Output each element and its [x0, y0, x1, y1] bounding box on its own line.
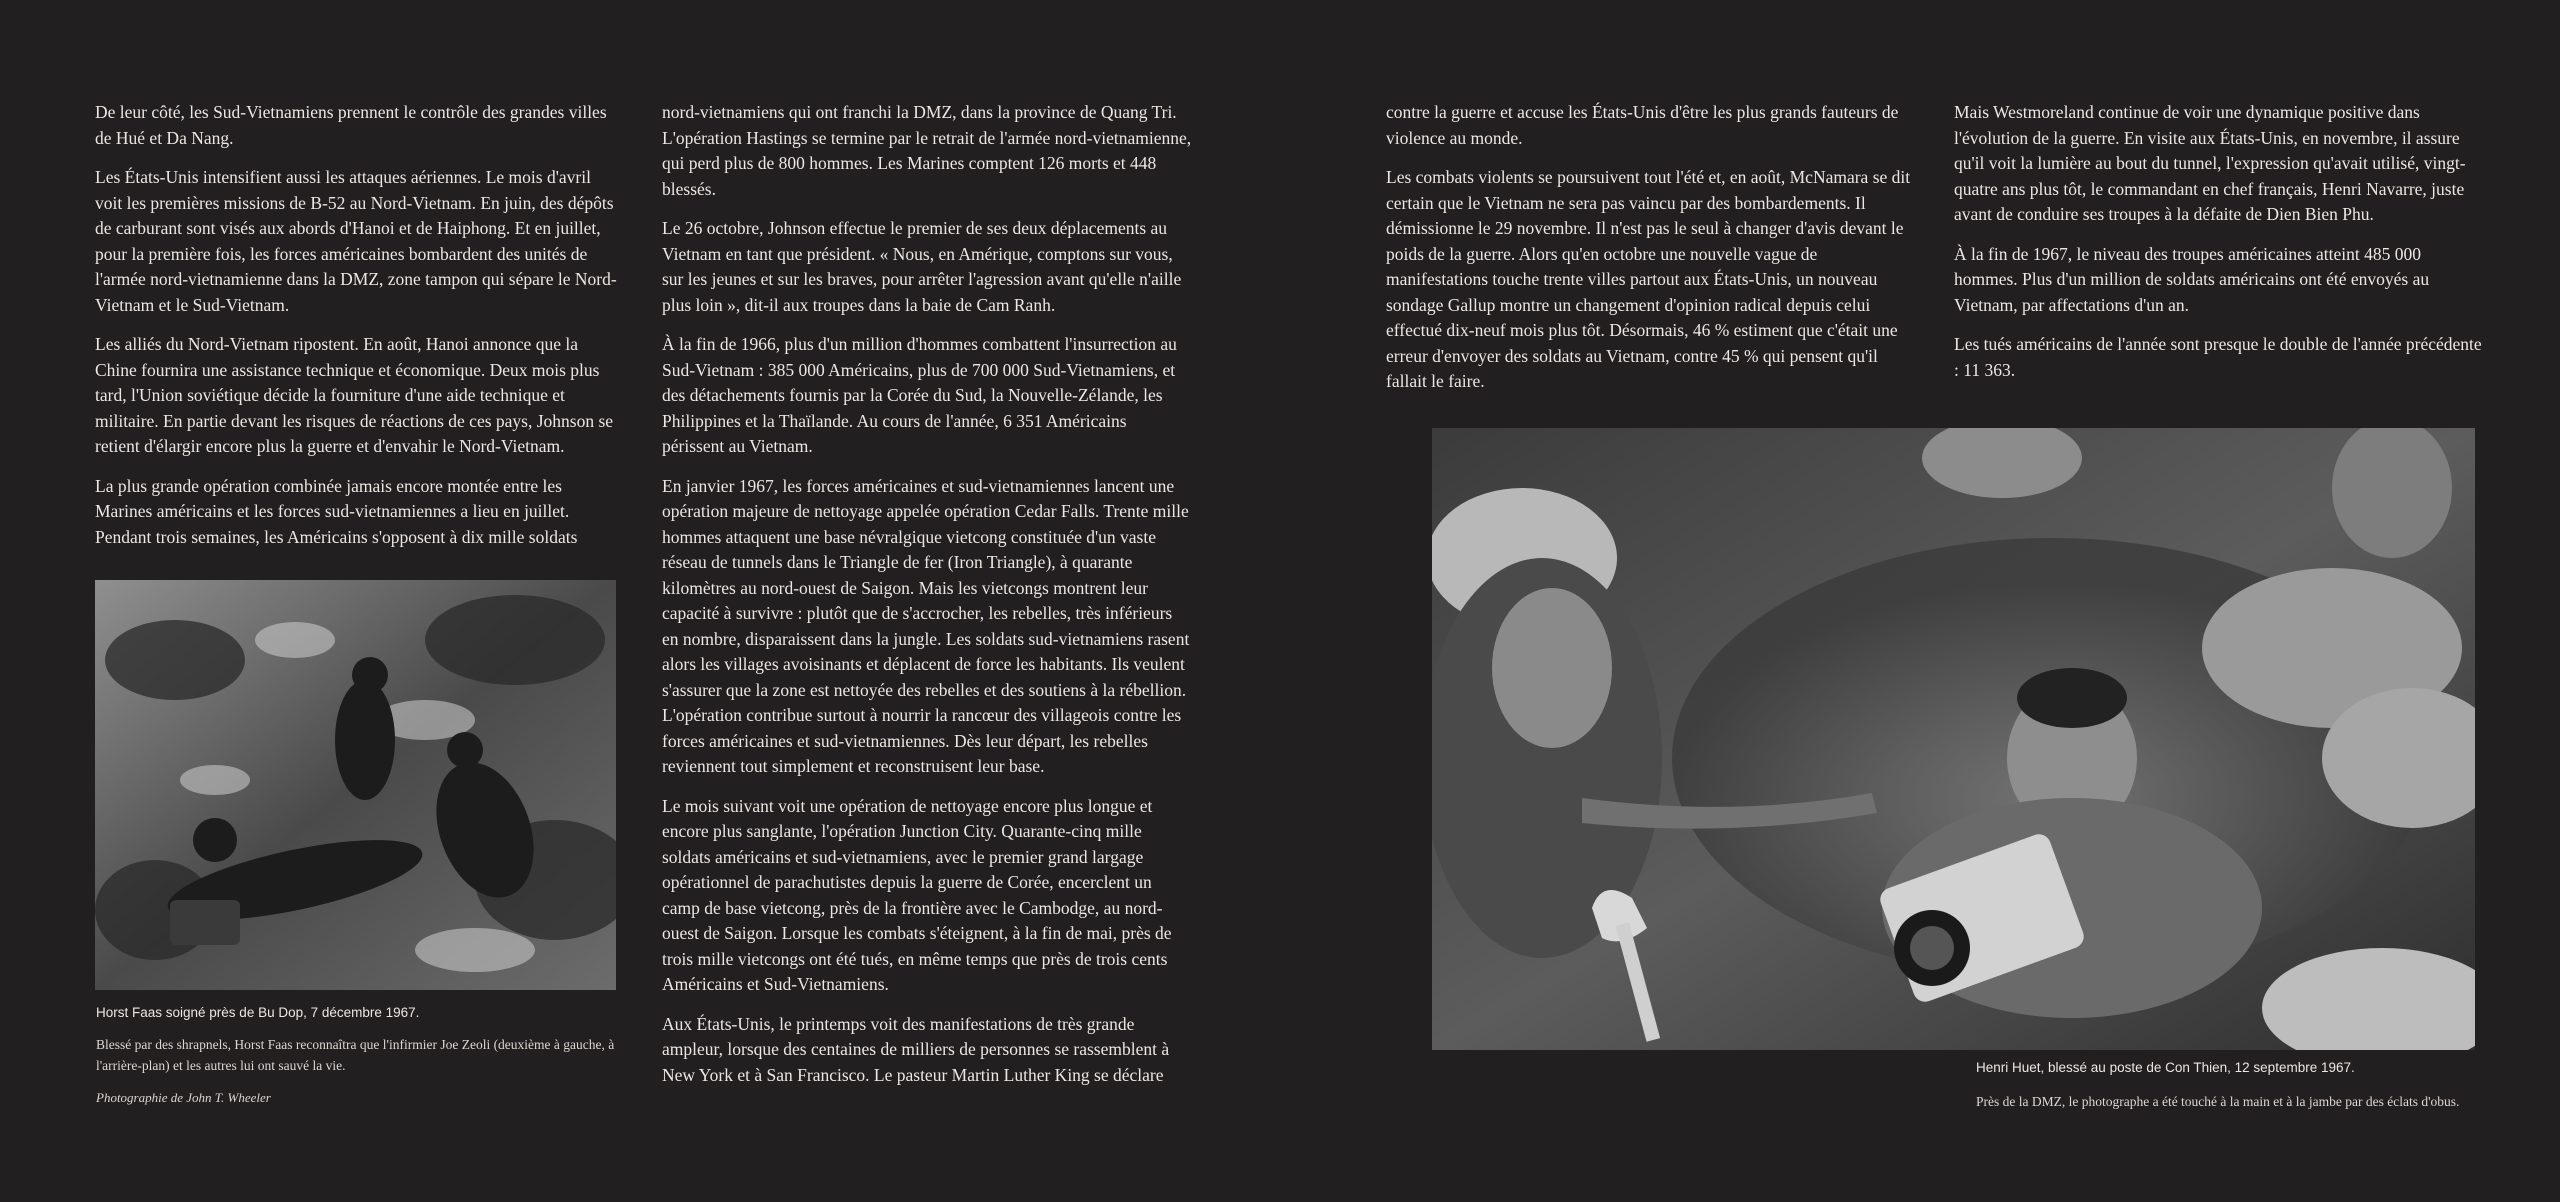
paragraph: Le 26 octobre, Johnson effectue le premier de ses deux déplacements au Vietnam en tant que président. « Nous, en Amérique, comptons sur vous, sur les jeunes et sur les braves, pour arrêter l'agression avant qu'elle n'aille plus loin », dit-il aux troupes dans la baie de Cam Ranh. [662, 218, 1182, 315]
photo-caption-title: Henri Huet, blessé au poste de Con Thien, 12 septembre 1967. [1976, 1060, 2355, 1075]
paragraph: La plus grande opération combinée jamais encore montée entre les Marines américains et les forces sud-vietnamiennes a lieu en juillet. Pendant trois semaines, les Américains s'opposent à dix mille soldats [95, 475, 578, 547]
text-column-1 [95, 100, 620, 564]
paragraph: De leur côté, les Sud-Vietnamiens prennent le contrôle des grandes villes de Hué et Da Nang. [95, 102, 607, 148]
photo-caption-text: Près de la DMZ, le photographe a été touché à la main et à la jambe par des éclats d'obus. [1976, 1094, 2460, 1109]
paragraph: Aux États-Unis, le printemps voit des manifestations de très grande ampleur, lorsque des centaines de milliers de personnes se rassemblent à New York et à San Francisco. Le pasteur Martin Luther King se déclare [662, 1013, 1170, 1085]
photo-credit: Photographie de John T. Wheeler [96, 1090, 271, 1105]
paragraph: Les tués américains de l'année sont presque le double de l'année précédente : 11 363. [1954, 334, 2482, 380]
photo-henri-huet [1432, 428, 2475, 1050]
paragraph: En janvier 1967, les forces américaines et sud-vietnamiennes lancent une opération majeure de nettoyage appelée opération Cedar Falls. Trente mille hommes attaquent une base névralgique vietcong constituée d'un vaste réseau de tunnels dans le Triangle de fer (Iron Triangle), à quarante kilomètres au nord-ouest de Saigon. Mais les vietcongs montrent leur capacité à survivre : plutôt que de s'accrocher, les rebelles, très inférieurs en nombre, disparaissent dans la jungle. Les soldats sud-vietnamiens rasent alors les villages avoisinants et déplacent de force les habitants. Ils veulent s'assurer que la zone est nettoyée des rebelles et des soutiens à la rébellion. L'opération contribue surtout à nourrir la rancœur des villageois contre les forces américaines et sud-vietnamiennes. Dès leur départ, les rebelles reviennent tout simplement et reconstruisent leur base. [662, 475, 1190, 776]
text-column-4 [1954, 100, 2484, 397]
photo-caption-title: Horst Faas soigné près de Bu Dop, 7 décembre 1967. [96, 1005, 420, 1020]
paragraph: À la fin de 1966, plus d'un million d'hommes combattent l'insurrection au Sud-Vietnam : 385 000 Américains, plus de 700 000 Sud-Vietnamiens, et des détachements fournis par la Corée du Sud, la Nouvelle-Zélande, les Philippines et la Thaïlande. Au cours de l'année, 6 351 Américains périssent au Vietnam. [662, 334, 1177, 456]
paragraph: À la fin de 1967, le niveau des troupes américaines atteint 485 000 hommes. Plus d'un million de soldats américains ont été envoyés au Vietnam, par affectations d'un an. [1954, 243, 2430, 315]
paragraph: nord-vietnamiens qui ont franchi la DMZ, dans la province de Quang Tri. L'opération Hastings se termine par le retrait de l'armée nord-vietnamienne, qui perd plus de 800 hommes. Les Marines comptent 126 morts et 448 blessés. [662, 102, 1192, 199]
paragraph: Mais Westmoreland continue de voir une dynamique positive dans l'évolution de la guerre. En visite aux États-Unis, en novembre, il assure qu'il voit la lumière au bout du tunnel, l'expression qu'avait utilisé, vingt-quatre ans plus tôt, le commandant en chef français, Henri Navarre, juste avant de conduire ses troupes à la défaite de Dien Bien Phu. [1954, 102, 2466, 224]
paragraph: Les États-Unis intensifient aussi les attaques aériennes. Le mois d'avril voit les premières missions de B-52 au Nord-Vietnam. En juin, des dépôts de carburant sont visés aux abords d'Hanoi et de Haiphong. Et en juillet, pour la première fois, les forces américaines bombardent des unités de l'armée nord-vietnamienne dans la DMZ, zone tampon qui sépare le Nord-Vietnam et le Sud-Vietnam. [95, 167, 617, 315]
text-column-3 [1386, 100, 1911, 409]
photo-caption-text: Blessé par des shrapnels, Horst Faas reconnaîtra que l'infirmier Joe Zeoli (deuxième à gauche, à l'arrière-plan) et les autres lui ont sauvé la vie. [96, 1037, 615, 1073]
photo-horst-faas [95, 580, 616, 990]
paragraph: contre la guerre et accuse les États-Unis d'être les plus grands fauteurs de violence au monde. [1386, 102, 1899, 148]
paragraph: Les combats violents se poursuivent tout l'été et, en août, McNamara se dit certain que le Vietnam ne sera pas vaincu par des bombardements. Il démissionne le 29 novembre. Il n'est pas le seul à changer d'avis devant le poids de la guerre. Alors qu'en octobre une nouvelle vague de manifestations touche trente villes partout aux États-Unis, un nouveau sondage Gallup montre un changement d'opinion radical depuis celui effectué dix-neuf mois plus tôt. Désormais, 46 % estiment que c'était une erreur d'envoyer des soldats au Vietnam, contre 45 % qui pensent qu'il fallait le faire. [1386, 167, 1911, 391]
paragraph: Le mois suivant voit une opération de nettoyage encore plus longue et encore plus sanglante, l'opération Junction City. Quarante-cinq mille soldats américains et sud-vietnamiens, avec le premier grand largage opérationnel de parachutistes depuis la guerre de Corée, encerclent un camp de base vietcong, près de la frontière avec le Cambodge, au nord-ouest de Saigon. Lorsque les combats s'éteignent, à la fin de mai, près de trois mille vietcongs ont été tués, en même temps que près de trois cents Américains et Sud-Vietnamiens. [662, 795, 1172, 994]
text-column-2 [662, 100, 1192, 1102]
paragraph: Les alliés du Nord-Vietnam ripostent. En août, Hanoi annonce que la Chine fournira une assistance technique et économique. Deux mois plus tard, l'Union soviétique décide la fourniture d'une aide technique et militaire. En partie devant les risques de réactions de ces pays, Johnson se retient d'élargir encore plus la guerre et d'envahir le Nord-Vietnam. [95, 334, 614, 456]
